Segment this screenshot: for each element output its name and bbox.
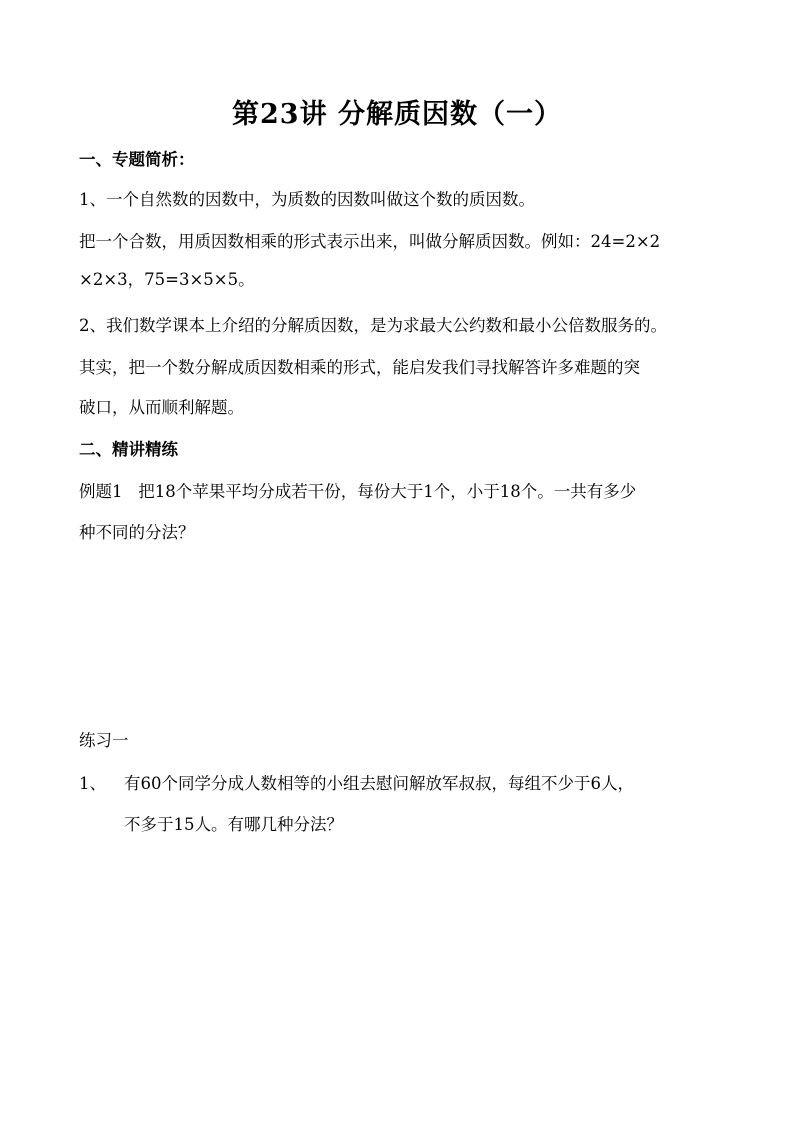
- example-1-line-2: 种不同的分法？: [79, 523, 195, 542]
- paragraph-3-line-1: 2、我们数学课本上介绍的分解质因数，是为求最大公约数和最小公倍数服务的。: [79, 316, 667, 335]
- paragraph-2-line-1: 把一个合数，用质因数相乘的形式表示出来，叫做分解质因数。例如：24=2×2: [79, 232, 661, 251]
- section-heading-analysis: 一、专题简析：: [79, 150, 195, 169]
- question-1-line-2: 不多于15人。有哪几种分法？: [124, 815, 343, 834]
- section-heading-practice: 二、精讲精练: [79, 440, 178, 459]
- paragraph-2-line-2: ×2×3，75=3×5×5。: [79, 270, 255, 289]
- paragraph-1: 1、一个自然数的因数中，为质数的因数叫做这个数的质因数。: [79, 190, 535, 209]
- page-title: 第23讲 分解质因数（一）: [232, 99, 562, 130]
- paragraph-3-line-3: 破口，从而顺利解题。: [79, 398, 244, 417]
- practice-heading: 练习一: [79, 731, 129, 750]
- paragraph-3-line-2: 其实，把一个数分解成质因数相乘的形式，能启发我们寻找解答许多难题的突: [79, 358, 640, 377]
- example-1-line-1: 例题1 把18个苹果平均分成若干份，每份大于1个，小于18个。一共有多少: [79, 482, 637, 501]
- question-1-number: 1、: [79, 774, 106, 793]
- question-1-line-1: 有60个同学分成人数相等的小组去慰问解放军叔叔，每组不少于6人，: [124, 774, 634, 793]
